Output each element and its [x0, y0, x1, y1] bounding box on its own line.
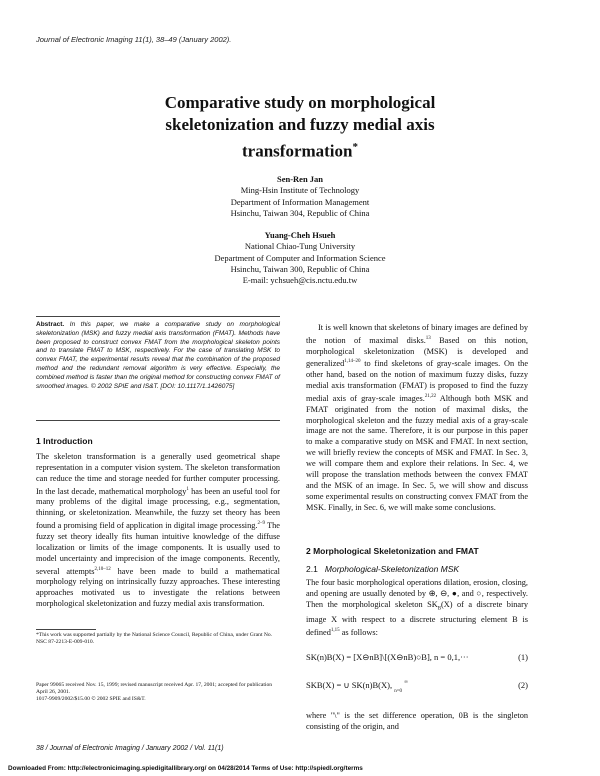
paper-title — [80, 92, 520, 163]
section-1-heading: 1 Introduction — [36, 436, 93, 446]
body-text: as follows: — [339, 628, 378, 638]
download-notice: Downloaded From: http://electronicimaging.spiedigitallibrary.org/ on 04/28/2014 Terms of Use: http://spiedl.org/terms — [8, 765, 363, 772]
equation-2-upper-limit: ∞ — [404, 680, 408, 685]
body-text: Based on this notion, morphological skeletonization (MSK) is developed and generalized — [306, 335, 529, 369]
body-text: have been made to build a mathematical morphology relying on intrinsically fuzzy approaches. These interesting approaches motivated us to investigate the relations between morphological skeletonization and fuzzy medial axis transformation. — [36, 566, 280, 609]
title-line-3 — [80, 136, 520, 163]
body-text: The skeleton transformation is a generally used geometrical shape representation in a computer vision system. The skeleton transformation can reduce the time and storage needed for further computer processing. In the last decade, mathematical morphology — [36, 452, 280, 496]
footnote-rule — [36, 629, 96, 630]
equation-2-expression: SKB(X) = ∪ SK(n)B(X), — [306, 680, 393, 690]
author-address: Hsinchu, Taiwan 304, Republic of China — [230, 207, 370, 218]
subsection-number: 2.1 — [306, 564, 318, 574]
received-dates: Paper 99065 received Nov. 15, 1999; revised manuscript received Apr. 17, 2001; accepted for publication April 26, 2001. — [36, 682, 273, 696]
citation: 1 — [186, 486, 189, 492]
author-name: Yuang-Cheh Hsueh — [264, 230, 336, 240]
author-block-2 — [100, 230, 500, 286]
citation: 1,14–20 — [344, 359, 361, 365]
citation: 13 — [425, 335, 431, 341]
right-column-para-1 — [306, 323, 528, 514]
author-name: Sen-Ren Jan — [276, 174, 324, 184]
section-2-1-heading — [306, 564, 459, 574]
author-department: Department of Computer and Information Science — [214, 252, 386, 263]
title-footnote-mark: * — [352, 141, 358, 153]
equation-2 — [306, 680, 528, 694]
section-1-body — [36, 452, 280, 610]
citation: 1,15 — [330, 628, 340, 634]
body-text: The four basic morphological operations dilation, erosion, closing, and opening are usually denoted by ⊕, ⊖, ●, and ○, respectively. Then the morphological skeleton SK — [306, 578, 528, 609]
section-2-heading: 2 Morphological Skeletonization and FMAT — [306, 546, 479, 556]
equation-1-number: (1) — [518, 652, 528, 662]
abstract-label: Abstract. — [36, 321, 65, 328]
body-text: (X) of a discrete binary image X with respect to a discrete structuring element B is defined — [306, 599, 528, 638]
body-text: Although both MSK and FMAT originated from the notion of maximal disks, the morphological skeleton and the fuzzy medial axis of a gray-scale image are not the same. Therefore, it is our purpose in this paper to make a comparative study on MSK and FMAT. In next section, we will briefly review the concepts of MSK and FMAT. In Sec. 3, we will compare them and explore their relations. In Sec. 4, we will propose the translation methods between the convex FMAT and the MSK of an image. In Sec. 5, we will show and discuss some experimental results on constructing convex FMAT from the MSK. Finally, in Sec. 6, we will make some conclusions. — [306, 393, 528, 512]
author-affiliation: National Chiao-Tung University — [244, 241, 356, 252]
equation-2-lower-limit: n=0 — [394, 689, 403, 694]
equation-1-expression: SK(n)B(X) = [X⊖nB]\[(X⊖nB)○B], n = 0,1,··· — [306, 652, 469, 662]
abstract-bottom-rule — [36, 420, 280, 421]
equation-1 — [306, 652, 528, 663]
author-email: E-mail: ychsueh@cis.nctu.edu.tw — [242, 275, 358, 286]
title-line-3-text: transformation — [242, 141, 353, 161]
copyright-line: 1017-9909/2002/$15.00 © 2002 SPIE and IS&T. — [36, 696, 146, 703]
abstract — [36, 321, 280, 391]
body-text: It is well known that skeletons of binary images are defined by the notion of maximal disks. — [306, 323, 528, 345]
page-footer: 38 / Journal of Electronic Imaging / January 2002 / Vol. 11(1) — [36, 745, 224, 752]
citation: 2–9 — [257, 521, 265, 527]
abstract-text: In this paper, we make a comparative study on morphological skeletonization (MSK) and fuzzy medial axis transformation (FMAT). Methods have been proposed to construct convex FMAT from the morphological skeleton points and to translate FMAT to MSK, respectively. For the case of translating MSK to convex FMAT, the experimental results reveal that the combination of the proposed method and the redundant removal algorithm is very effective. Especially, the combined method is faster than the original method for constructing convex FMAT of smoothed images. © 2002 SPIE and IS&T. [DOI: 10.1117/1.1426075] — [36, 321, 280, 390]
body-text: to find skeletons of gray-scale images. On the other hand, based on the notion of maximum fuzzy disks, fuzzy medial axis transformation (FMAT) is proposed to find the fuzzy medial axis of gray-scale images. — [306, 359, 528, 403]
subsection-title: Morphological-Skeletonization MSK — [324, 564, 460, 574]
author-address: Hsinchu, Taiwan 300, Republic of China — [230, 263, 370, 274]
author-affiliation: Ming-Hsin Institute of Technology — [240, 185, 360, 196]
equation-2-number: (2) — [518, 680, 528, 690]
received-note — [36, 682, 280, 704]
journal-header: Journal of Electronic Imaging 11(1), 38–49 (January 2002). — [36, 35, 232, 44]
body-text: has been an useful tool for many problems of the digital image processing, e.g., segmentation, thinning, or skeletonization. Meanwhile, the fuzzy set theory has been found a promising field of application in digital image processing. — [36, 486, 280, 530]
abstract-top-rule — [36, 316, 280, 317]
citation: 21,22 — [424, 393, 437, 399]
after-equation-text: where "\" is the set difference operation, 0B is the singleton consisting of the origin, and — [306, 711, 528, 731]
title-line-1: Comparative study on morphological — [164, 93, 436, 112]
author-department: Department of Information Management — [230, 196, 370, 207]
subscript-b: B — [437, 606, 442, 612]
body-text: The fuzzy set theory ideally fits human intuitive knowledge of the diffuse localization or limits of the image components. It is usually used to model uncertainty and imprecision of the image components. Recently, several attempts — [36, 520, 280, 576]
title-line-2: skeletonization and fuzzy medial axis — [165, 115, 435, 134]
citation: 2,10–12 — [94, 566, 111, 572]
author-block-1 — [100, 174, 500, 219]
section-2-1-body — [306, 578, 528, 639]
funding-footnote: *This work was supported partially by the National Science Council, Republic of China, under Grant No. NSC 87-2213-E-009-010. — [36, 632, 273, 646]
